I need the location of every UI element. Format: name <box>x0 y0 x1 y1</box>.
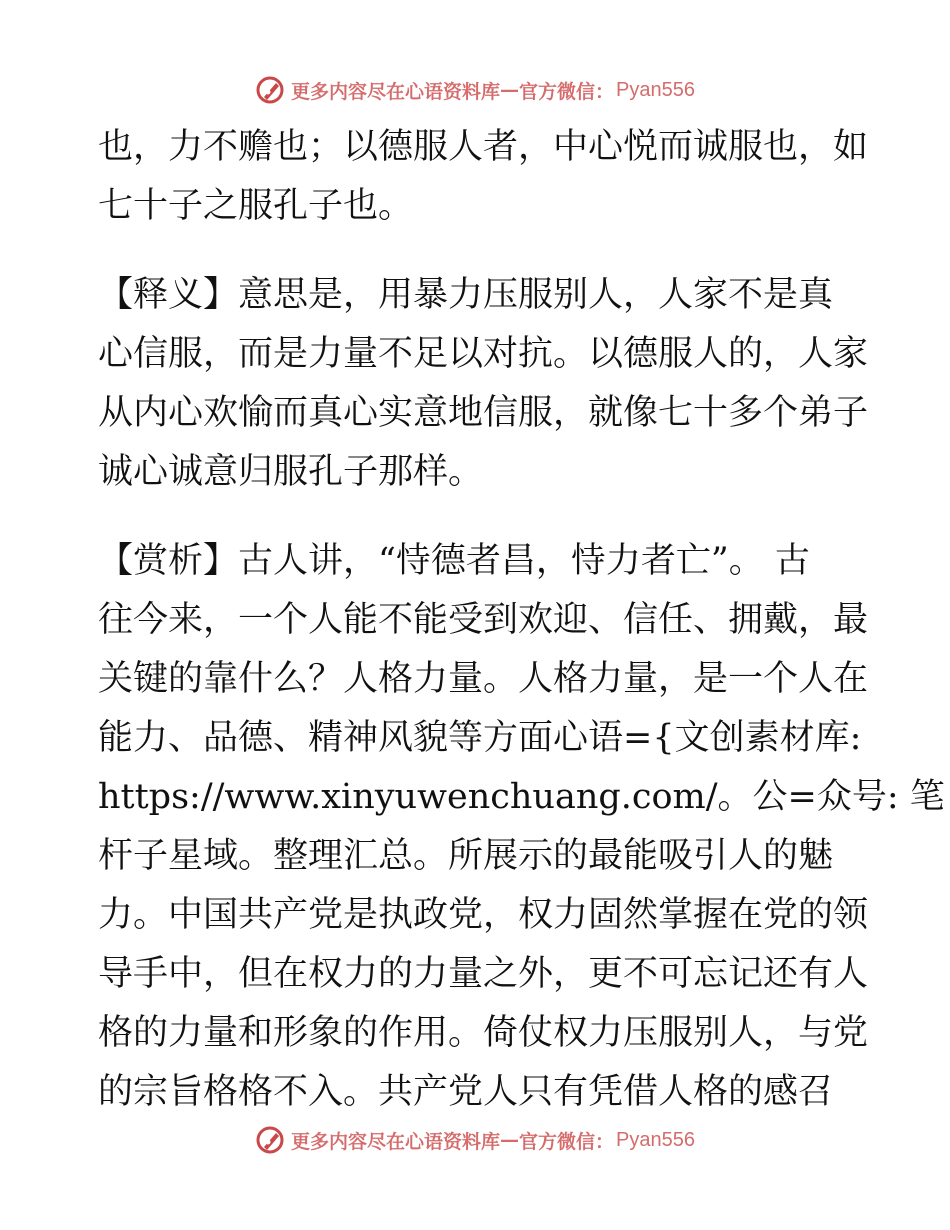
text-line: 七十子之服孔子也。 <box>98 186 414 226</box>
watermark-label: 官方微信： <box>519 1130 615 1153</box>
watermark-site-text: 更多内容尽在心语资料库 <box>291 1130 501 1153</box>
watermark-label: 官方微信： <box>519 80 615 103</box>
text-line: 杆子星域。整理汇总。所展示的最能吸引人的魅 <box>98 836 834 876</box>
watermark-dash: — <box>500 79 520 101</box>
text-line: 的宗旨格格不入。共产党人只有凭借人格的感召 <box>98 1072 834 1112</box>
text-line: 导手中，但在权力的力量之外，更不可忘记还有人 <box>98 954 869 994</box>
document-body <box>98 118 945 1122</box>
footer-watermark <box>0 1120 950 1160</box>
text-line: 关键的靠什么？人格力量。人格力量，是一个人在 <box>98 659 869 699</box>
text-line: 力。中国共产党是执政党，权力固然掌握在党的领 <box>98 895 869 935</box>
text-line: 诚心诚意归服孔子那样。 <box>98 452 484 492</box>
watermark-dash: — <box>500 1129 520 1151</box>
text-line: 格的力量和形象的作用。倚仗权力压服别人，与党 <box>98 1013 869 1053</box>
watermark-wechat-id: Pyan556 <box>616 78 695 101</box>
text-line: 心信服，而是力量不足以对抗。以德服人的，人家 <box>98 334 869 374</box>
text-line: 从内心欢愉而真心实意地信服，就像七十多个弟子 <box>98 393 869 433</box>
pen-logo-icon <box>255 75 285 105</box>
text-line: 【赏析】古人讲，“恃德者昌，恃力者亡”。 古 <box>98 541 810 581</box>
text-line: https://www.xinyuwenchuang.com/。公=众号: 笔 <box>98 777 945 817</box>
text-line: 往今来，一个人能不能受到欢迎、信任、拥戴，最 <box>98 600 869 640</box>
paragraph-explanation <box>98 266 869 502</box>
paragraph-appreciation <box>98 532 945 1122</box>
paragraph-quote <box>98 118 869 236</box>
header-watermark <box>0 70 950 110</box>
text-line: 也，力不赡也；以德服人者，中心悦而诚服也，如 <box>98 127 869 167</box>
text-line: 能力、品德、精神风貌等方面心语={文创素材库: <box>98 718 862 758</box>
watermark-wechat-id: Pyan556 <box>616 1128 695 1151</box>
watermark-site-text: 更多内容尽在心语资料库 <box>291 80 501 103</box>
pen-logo-icon <box>255 1125 285 1155</box>
text-line: 【释义】意思是，用暴力压服别人，人家不是真 <box>98 275 834 315</box>
